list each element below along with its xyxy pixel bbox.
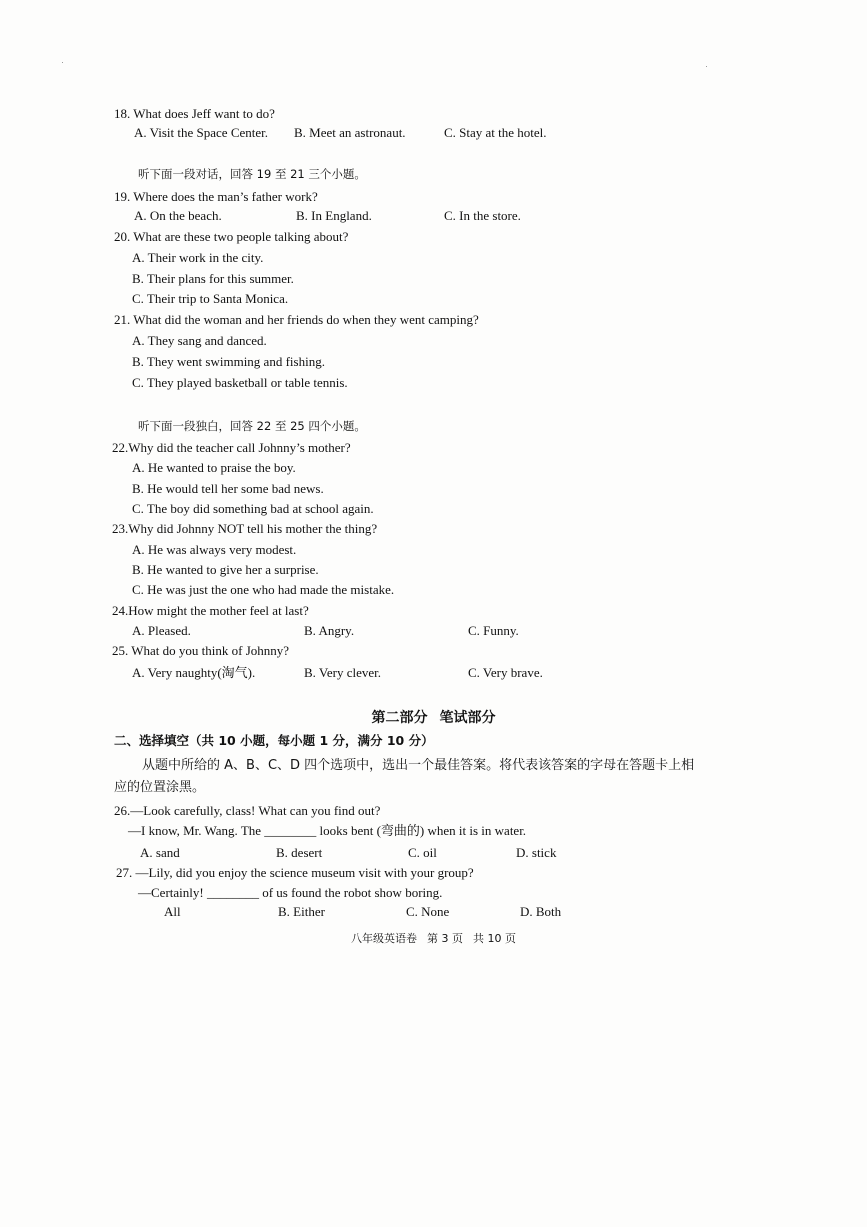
option-b: B. desert — [276, 845, 323, 860]
option-a: All — [164, 904, 181, 919]
option-b: B. He would tell her some bad news. — [132, 481, 324, 496]
options-19 — [134, 208, 594, 224]
option-b: B. Meet an astronaut. — [294, 125, 406, 140]
option-a: A. Their work in the city. — [132, 250, 264, 265]
option-a: A. Pleased. — [132, 623, 191, 638]
question-22: 22.Why did the teacher call Johnny’s mother? — [112, 440, 351, 455]
question-23: 23.Why did Johnny NOT tell his mother the thing? — [112, 521, 378, 536]
scan-speck — [62, 62, 63, 63]
option-c: C. Very brave. — [468, 665, 543, 680]
question-21: 21. What did the woman and her friends do when they went camping? — [114, 312, 479, 327]
option-c: C. He was just the one who had made the mistake. — [132, 582, 395, 597]
page-footer — [0, 930, 867, 946]
options-24 — [132, 623, 552, 639]
option-c: C. In the store. — [444, 208, 521, 223]
option-a: A. Very naughty(淘气). — [132, 665, 256, 680]
part-heading-right: 笔试部分 — [439, 710, 496, 726]
option-d: D. stick — [516, 845, 557, 860]
options-26 — [140, 845, 580, 861]
listening-instruction-2: 听下面一段独白，回答 22 至 25 四个小题。 — [138, 419, 366, 433]
question-26: 26.—Look carefully, class! What can you find out? — [114, 803, 381, 818]
section-directions: 从题中所给的 A、B、C、D 四个选项中，选出一个最佳答案。将代表该答案的字母在答题卡上相应的位置涂黑。 — [114, 758, 695, 795]
footer-total: 共 10 页 — [473, 932, 516, 945]
section-title: 二、选择填空（共 10 小题，每小题 1 分，满分 10 分） — [114, 733, 434, 748]
option-c: C. Funny. — [468, 623, 519, 638]
listening-instruction-1: 听下面一段对话，回答 19 至 21 三个小题。 — [138, 167, 366, 181]
option-b: B. He wanted to give her a surprise. — [132, 562, 319, 577]
option-b: B. In England. — [296, 208, 372, 223]
question-26-response: —I know, Mr. Wang. The ________ looks bent (弯曲的) when it is in water. — [128, 823, 527, 838]
options-25 — [132, 665, 572, 681]
option-c: C. Their trip to Santa Monica. — [132, 291, 289, 306]
part-heading-left: 第二部分 — [371, 710, 428, 726]
option-c: C. Stay at the hotel. — [444, 125, 547, 140]
question-18: 18. What does Jeff want to do? — [114, 106, 275, 121]
question-27-response: —Certainly! ________ of us found the robot show boring. — [138, 885, 443, 900]
option-c: C. oil — [408, 845, 437, 860]
footer-title: 八年级英语卷 — [351, 932, 417, 945]
option-b: B. Angry. — [304, 623, 355, 638]
question-25: 25. What do you think of Johnny? — [112, 643, 290, 658]
option-b: B. Their plans for this summer. — [132, 271, 294, 286]
option-a: A. He was always very modest. — [132, 542, 297, 557]
question-27: 27. —Lily, did you enjoy the science museum visit with your group? — [116, 865, 474, 880]
question-20: 20. What are these two people talking about? — [114, 229, 349, 244]
option-c: C. They played basketball or table tennis. — [132, 375, 348, 390]
footer-page: 第 3 页 — [427, 932, 463, 945]
option-a: A. On the beach. — [134, 208, 222, 223]
scan-speck — [706, 66, 707, 67]
option-a: A. He wanted to praise the boy. — [132, 460, 296, 475]
option-a: A. Visit the Space Center. — [134, 125, 269, 140]
option-b: B. Either — [278, 904, 325, 919]
option-b: B. They went swimming and fishing. — [132, 354, 325, 369]
option-a: A. sand — [140, 845, 180, 860]
option-b: B. Very clever. — [304, 665, 382, 680]
options-18 — [134, 125, 594, 141]
question-24: 24.How might the mother feel at last? — [112, 603, 309, 618]
options-27 — [164, 904, 584, 920]
option-c: C. None — [406, 904, 450, 919]
question-19: 19. Where does the man’s father work? — [114, 189, 318, 204]
part-heading — [0, 707, 867, 727]
option-a: A. They sang and danced. — [132, 333, 267, 348]
option-c: C. The boy did something bad at school again. — [132, 501, 374, 516]
option-d: D. Both — [520, 904, 562, 919]
